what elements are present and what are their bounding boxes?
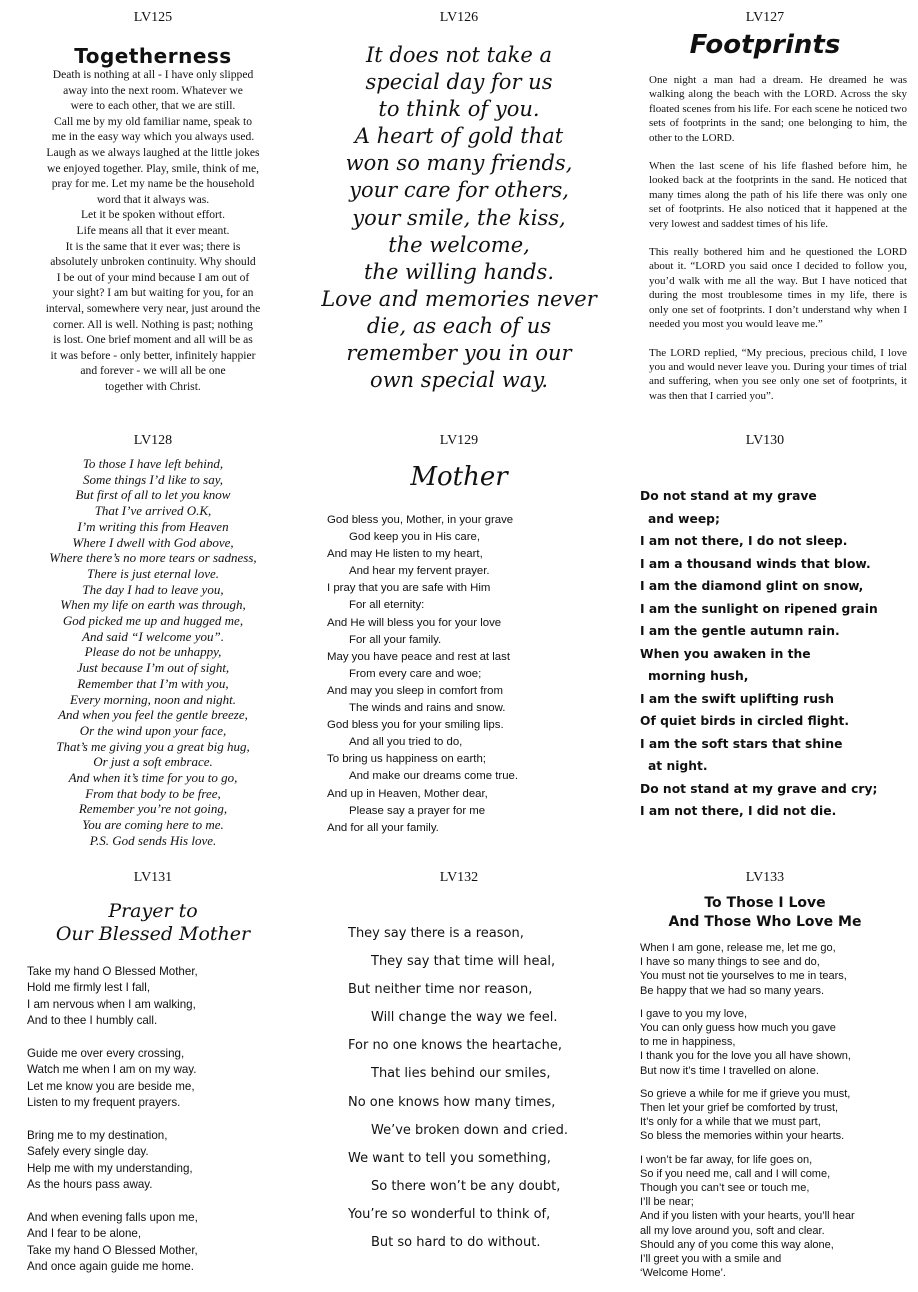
verse-line: I’ll greet you with a smile and [640, 1253, 782, 1266]
verse-line: You are coming here to me. [82, 817, 224, 833]
verse-line: And if you listen with your hearts, you’ll hear [640, 1210, 855, 1223]
verse-line: Let it be spoken without effort. [80, 208, 226, 222]
verse-line: And when evening falls upon me, [27, 1211, 198, 1225]
verse-title [612, 894, 918, 932]
stanza-break [640, 1078, 855, 1087]
verse-line: I thank you for the love you all have shown, [640, 1050, 851, 1063]
verse-line: God bless you for your smiling lips. [327, 719, 504, 732]
verse-line: die, as each of us [366, 313, 552, 338]
verse-card-lv127 [612, 0, 918, 430]
verse-line: And up in Heaven, Mother dear, [327, 787, 488, 800]
verse-line: For all your family. [349, 633, 442, 646]
verse-line: and forever - we will all be one [80, 364, 226, 378]
verse-line: I’m writing this from Heaven [77, 518, 229, 534]
verse-line: I am the swift uplifting rush [640, 691, 835, 706]
verse-line: won so many friends, [345, 151, 573, 176]
verse-line: ‘Welcome Home’. [640, 1267, 726, 1280]
verse-line: May you have peace and rest at last [327, 650, 510, 663]
verse-card-lv125 [0, 0, 306, 430]
verse-body [649, 73, 907, 417]
verse-paragraph: The LORD replied, “My precious, precious child, I love you and would never leave you. During your times of trial and suffering, when you see only one set of footprints, it was then that I carried you”. [649, 346, 907, 402]
verse-card-lv130 [612, 430, 918, 860]
verse-line: But neither time nor reason, [348, 982, 533, 998]
verse-line: There is just eternal love. [86, 565, 220, 581]
verse-line: To those I have left behind, [82, 456, 224, 471]
verse-line: and weep; [648, 511, 720, 526]
verse-line: I am not there, I do not sleep. [640, 534, 848, 548]
verse-line: Some things I’d like to say, [82, 471, 224, 487]
verse-line: You’re so wonderful to think of, [348, 1206, 551, 1222]
verse-line: But first of all to let you know [75, 487, 231, 503]
verse-line: Do not stand at my grave [640, 489, 817, 503]
verse-line: And I fear to be alone, [27, 1227, 142, 1241]
verse-line: at night. [648, 759, 708, 773]
verse-line: But so hard to do without. [371, 1235, 541, 1251]
verse-line: When you awaken in the [640, 646, 811, 661]
verse-body [306, 42, 612, 394]
verse-line: Help me with my understanding, [27, 1161, 193, 1175]
verse-line: From that body to be free, [85, 785, 221, 801]
verse-line: we enjoyed together. Play, smile, think of me, [46, 161, 260, 175]
verse-line: And may you sleep in comfort from [327, 684, 503, 697]
verse-paragraph: When the last scene of his life flashed before him, he looked back at the footprints in the sand. He noticed that many times along the path of his life there was only one set of footprints. He also noticed that it happened at the very lowest and saddest times of his life. [649, 160, 907, 230]
verse-line: your sight? I am but waiting for you, for an [52, 286, 254, 300]
verse-line: special day for us [365, 70, 553, 95]
verse-line: That lies behind our smiles, [371, 1066, 551, 1082]
verse-line: away into the next room. Whatever we [63, 83, 243, 97]
verse-line: it was before - only better, infinitely happier [50, 348, 256, 362]
verse-line: So there won’t be any doubt, [371, 1178, 561, 1194]
verse-line: For no one knows the heartache, [348, 1038, 562, 1054]
verse-line: Remember that I’m with you, [77, 675, 229, 691]
verse-line: I be out of your mind because I am out of [56, 270, 250, 284]
verse-line: And when you feel the gentle breeze, [58, 707, 248, 723]
verse-paragraph: One night a man had a dream. He dreamed he was walking along the beach with the LORD. Across the sky floated scenes from his life. For each scene he noticed two sets of footprints in the sand; one belonging to him, the other to the LORD. [649, 74, 907, 144]
verse-line: No one knows how many times, [348, 1094, 556, 1110]
verse-title-line: And Those Who Love Me [668, 914, 862, 930]
verse-line: And make our dreams come true. [349, 770, 519, 783]
verse-line: Or just a soft embrace. [93, 754, 213, 770]
stanza-break [640, 998, 855, 1007]
verse-card-lv128 [0, 430, 306, 860]
verse-card-lv131 [0, 860, 306, 1292]
verse-line: Every morning, noon and night. [69, 691, 237, 707]
verse-body [27, 964, 198, 1276]
verse-line: From every care and woe; [349, 667, 482, 680]
verse-line: I am a thousand winds that blow. [640, 556, 871, 571]
verse-line: Where I dwell with God above, [72, 534, 234, 550]
verse-card-lv126 [306, 0, 612, 430]
verse-line: You must not tie yourselves to me in tears, [640, 970, 847, 983]
verse-line: morning hush, [648, 669, 749, 683]
product-code: LV130 [745, 433, 785, 448]
verse-line: were to each other, that we are still. [70, 99, 236, 113]
verse-line: Guide me over every crossing, [27, 1047, 185, 1061]
verse-line: is lost. One brief moment and all will be as [53, 333, 253, 347]
verse-line: Love and memories never [321, 286, 597, 311]
verse-line: And when it’s time for you to go, [68, 770, 238, 786]
verse-line: Let me know you are beside me, [27, 1079, 195, 1093]
verse-line: Please say a prayer for me [349, 804, 486, 817]
verse-line: absolutely unbroken continuity. Why should [50, 255, 256, 269]
verse-line: It’s only for a while that we must part, [640, 1116, 821, 1129]
verse-line: And all you tried to do, [349, 736, 463, 749]
stanza-break [27, 1194, 198, 1210]
verse-line: God keep you in His care, [349, 531, 481, 544]
verse-line: Do not stand at my grave and cry; [640, 781, 878, 796]
verse-line: Safely every single day. [27, 1145, 149, 1159]
product-code: LV127 [745, 10, 785, 25]
verse-card-lv133 [612, 860, 918, 1292]
verse-line: You can only guess how much you gave [640, 1022, 836, 1035]
verse-line: Will change the way we feel. [371, 1010, 558, 1026]
verse-line: Take my hand O Blessed Mother, [27, 965, 198, 978]
verse-line: I have so many things to see and do, [640, 956, 820, 969]
product-code: LV131 [133, 870, 173, 885]
verse-line: As the hours pass away. [27, 1178, 153, 1192]
verse-line: They say that time will heal, [371, 954, 556, 970]
verse-line: Hold me firmly lest I fall, [27, 981, 151, 995]
stanza-break [640, 1144, 855, 1153]
verse-line: Please do not be unhappy, [84, 644, 222, 660]
verse-line: own special way. [369, 368, 549, 393]
verse-line: And for all your family. [327, 821, 439, 834]
verse-line: I am not there, I did not die. [640, 804, 837, 818]
product-code: LV128 [133, 433, 173, 448]
verse-line: P.S. God sends His love. [89, 832, 217, 848]
verse-line: to me in happiness, [640, 1036, 736, 1049]
verse-line: word that it always was. [96, 192, 210, 206]
verse-line: I am nervous when I am walking, [27, 997, 196, 1011]
verse-line: Death is nothing at all - I have only slipped [52, 68, 254, 81]
stanza-break [27, 1030, 198, 1046]
verse-line: A heart of gold that [354, 124, 564, 149]
verse-title: Footprints [689, 30, 841, 60]
verse-line: I won’t be far away, for life goes on, [640, 1153, 813, 1166]
verse-line: corner. All is well. Nothing is past; nothing [53, 317, 253, 331]
stanza-break [27, 1112, 198, 1128]
product-code: LV133 [745, 870, 785, 885]
verse-line: I’ll be near; [640, 1196, 694, 1209]
verse-line: When I am gone, release me, let me go, [640, 942, 836, 954]
verse-line: to think of you. [378, 97, 540, 122]
verse-line: your smile, the kiss, [352, 205, 566, 230]
verse-line: Remember you’re not going, [78, 801, 228, 817]
verse-line: I am the diamond glint on snow, [640, 579, 864, 593]
verse-body [640, 941, 855, 1280]
verse-line: And may He listen to my heart, [327, 548, 483, 561]
verse-line: Or the wind upon your face, [79, 722, 227, 738]
verse-line: I am the sunlight on ripened grain [640, 601, 878, 616]
verse-line: So grieve a while for me if grieve you must, [640, 1087, 851, 1100]
verse-title: Mother [410, 462, 508, 492]
verse-line: your care for others, [349, 178, 569, 203]
verse-line: Listen to my frequent prayers. [27, 1096, 181, 1110]
verse-title-line: To Those I Love [704, 895, 826, 911]
verse-line: remember you in our [346, 341, 572, 366]
product-code: LV129 [439, 433, 479, 448]
product-code: LV132 [439, 870, 479, 885]
verse-line: interval, somewhere very near, just around the [45, 301, 261, 315]
verse-line: Take my hand O Blessed Mother, [27, 1243, 198, 1257]
verse-line: Where there’s no more tears or sadness, [49, 550, 257, 566]
verse-line: And to thee I humbly call. [27, 1014, 158, 1028]
verse-line: Call me by my old familiar name, speak to [53, 114, 252, 128]
verse-body [0, 67, 306, 394]
verse-line: And He will bless you for your love [327, 616, 502, 629]
verse-line: together with Christ. [105, 379, 201, 393]
verse-line: The day I had to leave you, [82, 581, 224, 597]
verse-line: For all eternity: [349, 599, 425, 612]
verse-line: me in the easy way which you always used. [51, 130, 255, 144]
verse-line: And once again guide me home. [27, 1260, 194, 1274]
verse-line: the welcome, [388, 232, 530, 257]
verse-card-lv132 [306, 860, 612, 1292]
verse-line: We’ve broken down and cried. [371, 1122, 569, 1138]
verse-line: I am the gentle autumn rain. [640, 624, 840, 638]
verse-line: And hear my fervent prayer. [349, 565, 490, 578]
verse-line: Then let your grief be comforted by trust, [640, 1102, 839, 1115]
verse-body [640, 485, 878, 823]
verse-title: Togetherness [74, 44, 232, 68]
verse-title [0, 900, 306, 946]
verse-line: Of quiet birds in circled flight. [640, 714, 850, 728]
verse-title-line: Our Blessed Mother [55, 923, 251, 945]
verse-line: It is the same that it ever was; there is [65, 239, 241, 253]
verse-line: So if you need me, call and I will come, [640, 1167, 831, 1180]
product-code: LV125 [133, 10, 173, 25]
verse-line: It does not take a [366, 43, 552, 67]
verse-line: God picked me up and hugged me, [62, 613, 244, 629]
verse-line: God bless you, Mother, in your grave [327, 514, 514, 526]
verse-body [0, 456, 306, 849]
verse-line: Should any of you come this way alone, [640, 1238, 834, 1251]
verse-line: Bring me to my destination, [27, 1129, 168, 1143]
verse-line: They say there is a reason, [348, 926, 524, 941]
product-code: LV126 [439, 10, 479, 25]
verse-line: I gave to you my love, [640, 1007, 747, 1020]
verse-line: Laugh as we always laughed at the little jokes [46, 145, 260, 159]
verse-line: That I’ve arrived O.K, [94, 503, 212, 519]
verse-line: Though you can’t see or touch me, [640, 1182, 810, 1195]
verse-line: So bless the memories within your hearts. [640, 1130, 845, 1143]
verse-line: all my love around you, soft and clear. [640, 1224, 825, 1237]
verse-line: Life means all that it ever meant. [76, 223, 230, 237]
verse-paragraph: This really bothered him and he questioned the LORD about it. “LORD you said once I decided to follow you, you’d walk with me all the way. But I have noticed that during the most troublesome times in my life, there is only one set of footprints. I don’t understand why when I needed you most you would leave me.” [649, 246, 907, 331]
verse-line: We want to tell you something, [348, 1150, 551, 1166]
verse-line: Just because I’m out of sight, [76, 660, 230, 676]
verse-line: Watch me when I am on my way. [27, 1063, 197, 1077]
verse-line: That’s me giving you a great big hug, [56, 738, 250, 754]
verse-title-line: Prayer to [108, 900, 198, 922]
verse-line: The winds and rains and snow. [349, 702, 506, 715]
verse-line: But now it’s time I travelled on alone. [640, 1064, 819, 1077]
verse-body [348, 920, 568, 1257]
verse-body [327, 512, 518, 837]
verse-line: I am the soft stars that shine [640, 736, 843, 751]
verse-line: To bring us happiness on earth; [327, 753, 486, 766]
verse-line: I pray that you are safe with Him [327, 582, 491, 595]
verse-line: When my life on earth was through, [60, 597, 246, 613]
verse-line: pray for me. Let my name be the household [51, 177, 255, 191]
verse-card-lv129 [306, 430, 612, 860]
verse-line: And said “I welcome you”. [82, 628, 224, 644]
verse-line: the willing hands. [363, 259, 554, 284]
verse-line: Be happy that we had so many years. [640, 984, 825, 997]
